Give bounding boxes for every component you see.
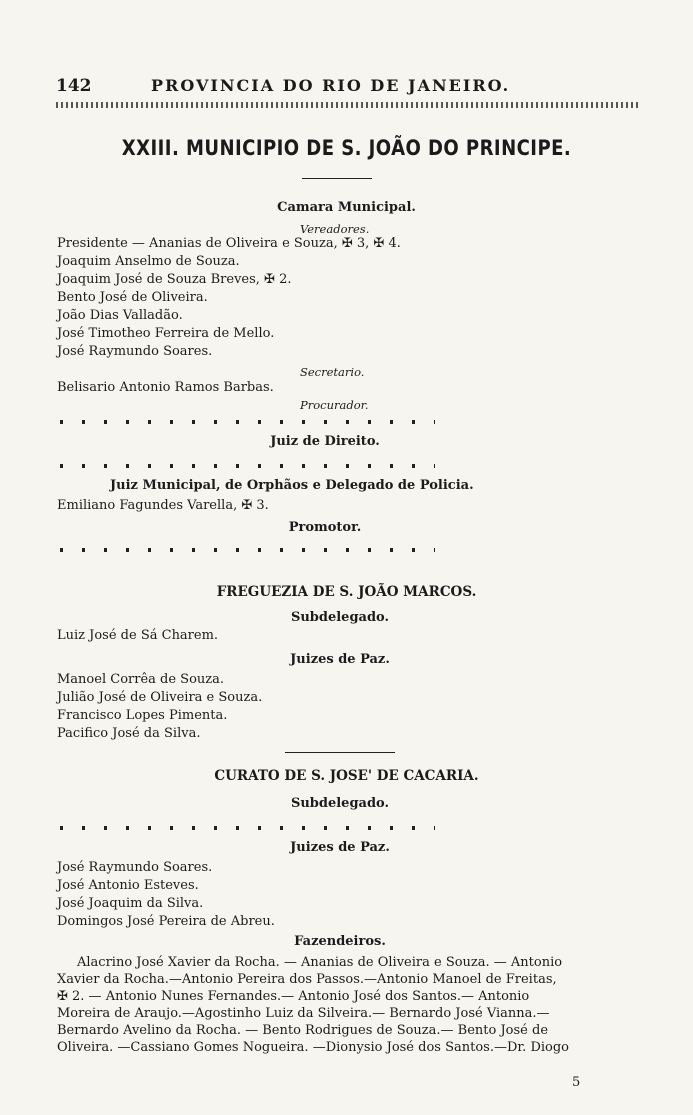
secretario-name: Belisario Antonio Ramos Barbas. xyxy=(57,380,274,395)
fazendeiros-line: Bernardo Avelino da Rocha. — Bento Rodrigues de Souza.— Bento José de xyxy=(57,1023,549,1038)
juiz-municipal-name: Emiliano Fagundes Varella, ✠ 3. xyxy=(57,498,269,513)
dotted-leader xyxy=(60,548,435,552)
dotted-leader xyxy=(60,420,435,424)
section-title: XXIII. MUNICIPIO DE S. JOÃO DO PRINCIPE. xyxy=(121,136,572,160)
freguezia-juizes-label: Juizes de Paz. xyxy=(290,652,390,667)
fazendeiros-line: ✠ 2. — Antonio Nunes Fernandes.— Antonio José dos Santos.— Antonio xyxy=(57,989,530,1004)
vereador-line: José Timotheo Ferreira de Mello. xyxy=(57,326,275,341)
dotted-leader xyxy=(60,826,435,830)
curato-heading: CURATO DE S. JOSE' DE CACARIA. xyxy=(214,768,479,784)
running-head xyxy=(56,76,636,100)
dotted-leader xyxy=(60,464,435,468)
juiz-paz-line: Manoel Corrêa de Souza. xyxy=(57,672,225,687)
ornamental-rule xyxy=(56,102,639,108)
freguezia-subdelegado-name: Luiz José de Sá Charem. xyxy=(57,628,219,643)
vereador-line: Bento José de Oliveira. xyxy=(57,290,208,305)
fazendeiros-label: Fazendeiros. xyxy=(294,934,386,949)
fazendeiros-line: Moreira de Araujo.—Agostinho Luiz da Silveira.— Bernardo José Vianna.— xyxy=(57,1006,550,1021)
juiz-paz-line: José Joaquim da Silva. xyxy=(57,896,204,911)
vereador-line: Presidente — Ananias de Oliveira e Souza, ✠ 3, ✠ 4. xyxy=(57,236,401,251)
curato-juizes-label: Juizes de Paz. xyxy=(290,840,390,855)
fazendeiros-line: Oliveira. —Cassiano Gomes Nogueira. —Dionysio José dos Santos.—Dr. Diogo xyxy=(57,1040,570,1055)
vereadores-label: Vereadores. xyxy=(300,222,370,236)
freguezia-heading: FREGUEZIA DE S. JOÃO MARCOS. xyxy=(216,584,477,600)
vereador-line: José Raymundo Soares. xyxy=(57,344,213,359)
juiz-paz-line: José Raymundo Soares. xyxy=(57,860,213,875)
running-title: PROVINCIA DO RIO DE JANEIRO. xyxy=(151,76,511,95)
page-number: 142 xyxy=(56,76,92,96)
fazendeiros-line: Xavier da Rocha.—Antonio Pereira dos Passos.—Antonio Manoel de Freitas, xyxy=(57,972,557,987)
curato-subdelegado-label: Subdelegado. xyxy=(290,796,390,811)
juiz-paz-line: Pacifico José da Silva. xyxy=(57,726,201,741)
juiz-paz-line: Domingos José Pereira de Abreu. xyxy=(57,914,275,929)
vereador-line: João Dias Valladão. xyxy=(57,308,183,323)
secretario-label: Secretario. xyxy=(300,365,365,379)
freguezia-subdelegado-label: Subdelegado. xyxy=(290,610,390,625)
juiz-paz-line: Julião José de Oliveira e Souza. xyxy=(57,690,263,705)
juiz-paz-line: José Antonio Esteves. xyxy=(57,878,199,893)
promotor-heading: Promotor. xyxy=(288,520,362,535)
divider xyxy=(285,752,395,753)
juiz-paz-line: Francisco Lopes Pimenta. xyxy=(57,708,228,723)
camara-heading: Camara Municipal. xyxy=(277,200,416,215)
juiz-direito-heading: Juiz de Direito. xyxy=(270,434,380,449)
fazendeiros-paragraph xyxy=(57,954,654,1056)
juiz-municipal-heading: Juiz Municipal, de Orphãos e Delegado de Policia. xyxy=(110,478,474,493)
signature-mark: 5 xyxy=(572,1075,581,1090)
fazendeiros-line: Alacrino José Xavier da Rocha. — Ananias de Oliveira e Souza. — Antonio xyxy=(77,955,563,970)
vereador-line: Joaquim Anselmo de Souza. xyxy=(57,254,240,269)
divider xyxy=(302,178,372,179)
vereador-line: Joaquim José de Souza Breves, ✠ 2. xyxy=(57,272,292,287)
procurador-label: Procurador. xyxy=(300,398,369,412)
